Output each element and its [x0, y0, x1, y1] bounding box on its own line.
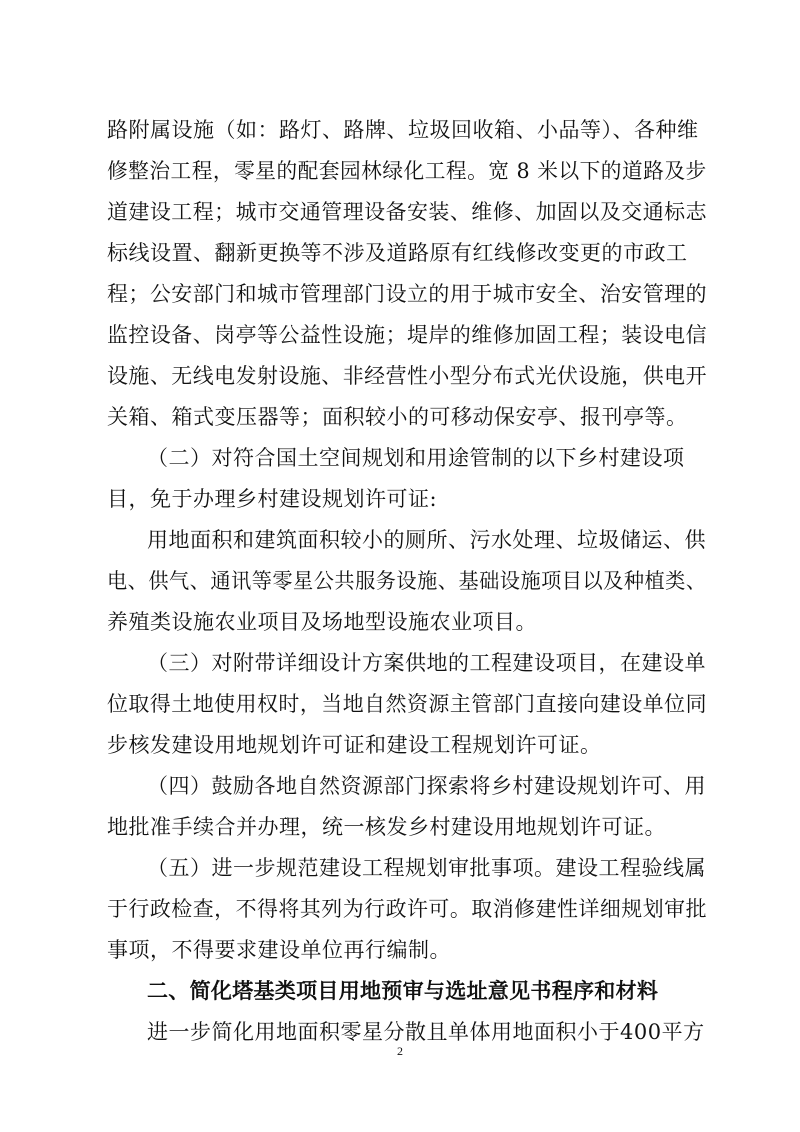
section-heading: 二、简化塔基类项目用地预审与选址意见书程序和材料: [147, 979, 659, 1003]
body-text-line: 地批准手续合并办理，统一核发乡村建设用地规划许可证。: [107, 815, 666, 839]
body-text-line: 步核发建设用地规划许可证和建设工程规划许可证。: [107, 733, 602, 757]
body-text-line: 关箱、箱式变压器等；面积较小的可移动保安亭、报刊亭等。: [107, 405, 688, 429]
body-text-line: 电、供气、通讯等零星公共服务设施、基础设施项目以及种植类、: [107, 569, 707, 593]
body-text-line: 程；公安部门和城市管理部门设立的用于城市安全、治安管理的: [107, 282, 707, 306]
body-text-line: 设施、无线电发射设施、非经营性小型分布式光伏设施，供电开: [107, 364, 707, 388]
body-text-line: 进一步简化用地面积零星分散且单体用地面积小于400平方: [147, 1020, 705, 1044]
paragraph-5-heading-line: （五）进一步规范建设工程规划审批事项。建设工程验线属: [147, 856, 706, 880]
body-text-line: 用地面积和建筑面积较小的厕所、污水处理、垃圾储运、供: [147, 528, 706, 552]
body-text-line: 路附属设施（如：路灯、路牌、垃圾回收箱、小品等）、各种维: [107, 118, 699, 142]
body-text-line: 养殖类设施农业项目及场地型设施农业项目。: [107, 610, 537, 634]
paragraph-3-heading-line: （三）对附带详细设计方案供地的工程建设项目，在建设单: [147, 651, 706, 675]
body-text-line: 标线设置、翻新更换等不涉及道路原有红线修改变更的市政工: [107, 241, 688, 265]
body-text-line: 道建设工程；城市交通管理设备安装、维修、加固以及交通标志: [107, 200, 707, 224]
body-text-line: 修整治工程，零星的配套园林绿化工程。宽 8 米以下的道路及步: [107, 159, 707, 183]
body-text-line: 监控设备、岗亭等公益性设施；堤岸的维修加固工程；装设电信: [107, 323, 707, 347]
body-text-line: 目，免于办理乡村建设规划许可证:: [107, 487, 438, 511]
body-text-line: 事项，不得要求建设单位再行编制。: [107, 938, 451, 962]
paragraph-2-heading-line: （二）对符合国土空间规划和用途管制的以下乡村建设项: [147, 446, 685, 470]
body-text-line: 位取得土地使用权时，当地自然资源主管部门直接向建设单位同: [107, 692, 707, 716]
page-number: 2: [397, 1044, 403, 1058]
body-text-line: 于行政检查，不得将其列为行政许可。取消修建性详细规划审批: [107, 897, 707, 921]
paragraph-4-heading-line: （四）鼓励各地自然资源部门探索将乡村建设规划许可、用: [147, 774, 706, 798]
